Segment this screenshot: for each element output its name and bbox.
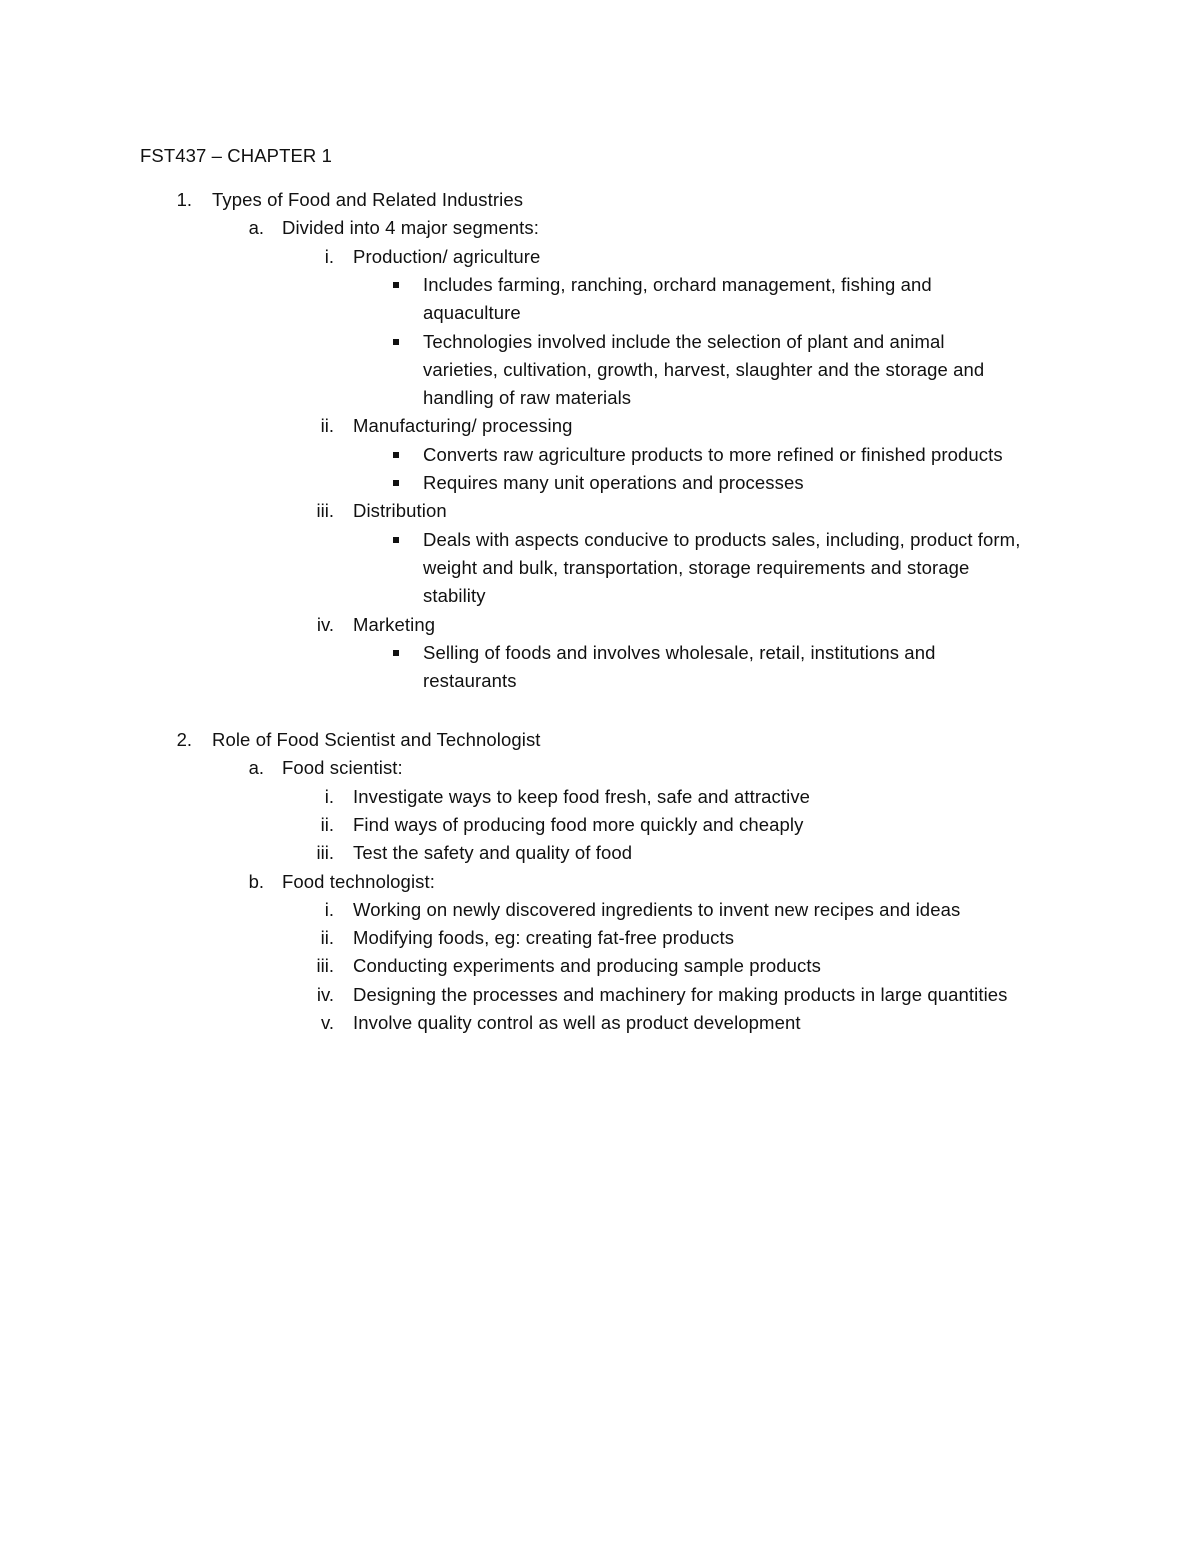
subsection-letter: a. xyxy=(248,757,264,779)
item-text: Modifying foods, eg: creating fat-free products xyxy=(353,927,735,949)
item-text: Manufacturing/ processing xyxy=(353,415,573,437)
square-bullet-icon xyxy=(393,452,399,458)
item-text: Designing the processes and machinery for making products in large quantities xyxy=(353,983,1008,1005)
item-numeral: iii. xyxy=(316,955,334,977)
section-heading: Role of Food Scientist and Technologist xyxy=(212,729,541,750)
document-title: FST437 – CHAPTER 1 xyxy=(140,145,333,166)
item-numeral: ii. xyxy=(320,415,334,437)
item-numeral: i. xyxy=(324,898,334,920)
item-text: Working on newly discovered ingredients to invent new recipes and ideas xyxy=(353,898,961,920)
bullet-text: aquaculture xyxy=(423,302,521,324)
item-numeral: ii. xyxy=(320,813,334,835)
bullet-text: varieties, cultivation, growth, harvest, slaughter and the storage and xyxy=(423,358,985,380)
subsection-text: Food scientist: xyxy=(282,757,403,779)
subsection-text: Divided into 4 major segments: xyxy=(282,217,539,239)
subsection-letter: a. xyxy=(248,217,264,239)
bullet-text: Converts raw agriculture products to more refined or finished products xyxy=(423,443,1003,465)
bullet-text: Deals with aspects conducive to products sales, including, product form, xyxy=(423,528,1021,550)
item-text: Investigate ways to keep food fresh, safe and attractive xyxy=(353,785,811,807)
square-bullet-icon xyxy=(393,339,399,345)
bullet-text: Requires many unit operations and processes xyxy=(423,472,804,493)
item-numeral: iv. xyxy=(316,983,334,1005)
item-text: Production/ agriculture xyxy=(353,245,541,267)
subsection-letter: b. xyxy=(248,870,264,892)
item-text: Involve quality control as well as product development xyxy=(353,1012,801,1033)
item-numeral: i. xyxy=(324,785,334,807)
square-bullet-icon xyxy=(393,480,399,486)
section-number: 1. xyxy=(176,189,192,210)
square-bullet-icon xyxy=(393,537,399,543)
item-numeral: iii. xyxy=(316,500,334,522)
bullet-text: stability xyxy=(423,585,486,607)
item-numeral: ii. xyxy=(320,927,334,949)
item-text: Test the safety and quality of food xyxy=(353,842,633,864)
bullet-text: weight and bulk, transportation, storage requirements and storage xyxy=(423,556,970,578)
bullet-text: restaurants xyxy=(423,670,517,692)
section-heading: Types of Food and Related Industries xyxy=(212,189,524,210)
bullet-text: Includes farming, ranching, orchard management, fishing and xyxy=(423,273,932,295)
item-text: Find ways of producing food more quickly and cheaply xyxy=(353,813,804,835)
item-text: Marketing xyxy=(353,613,436,635)
item-numeral: v. xyxy=(320,1012,334,1033)
square-bullet-icon xyxy=(393,650,399,656)
bullet-text: Selling of foods and involves wholesale, retail, institutions and xyxy=(423,641,936,663)
bullet-text: handling of raw materials xyxy=(423,387,632,409)
item-numeral: i. xyxy=(324,245,334,267)
square-bullet-icon xyxy=(393,282,399,288)
subsection-text: Food technologist: xyxy=(282,870,435,892)
item-numeral: iii. xyxy=(316,842,334,864)
item-numeral: iv. xyxy=(316,613,334,635)
item-text: Conducting experiments and producing sample products xyxy=(353,955,821,977)
bullet-text: Technologies involved include the selection of plant and animal xyxy=(423,330,945,352)
section-number: 2. xyxy=(176,729,192,750)
item-text: Distribution xyxy=(353,500,447,522)
